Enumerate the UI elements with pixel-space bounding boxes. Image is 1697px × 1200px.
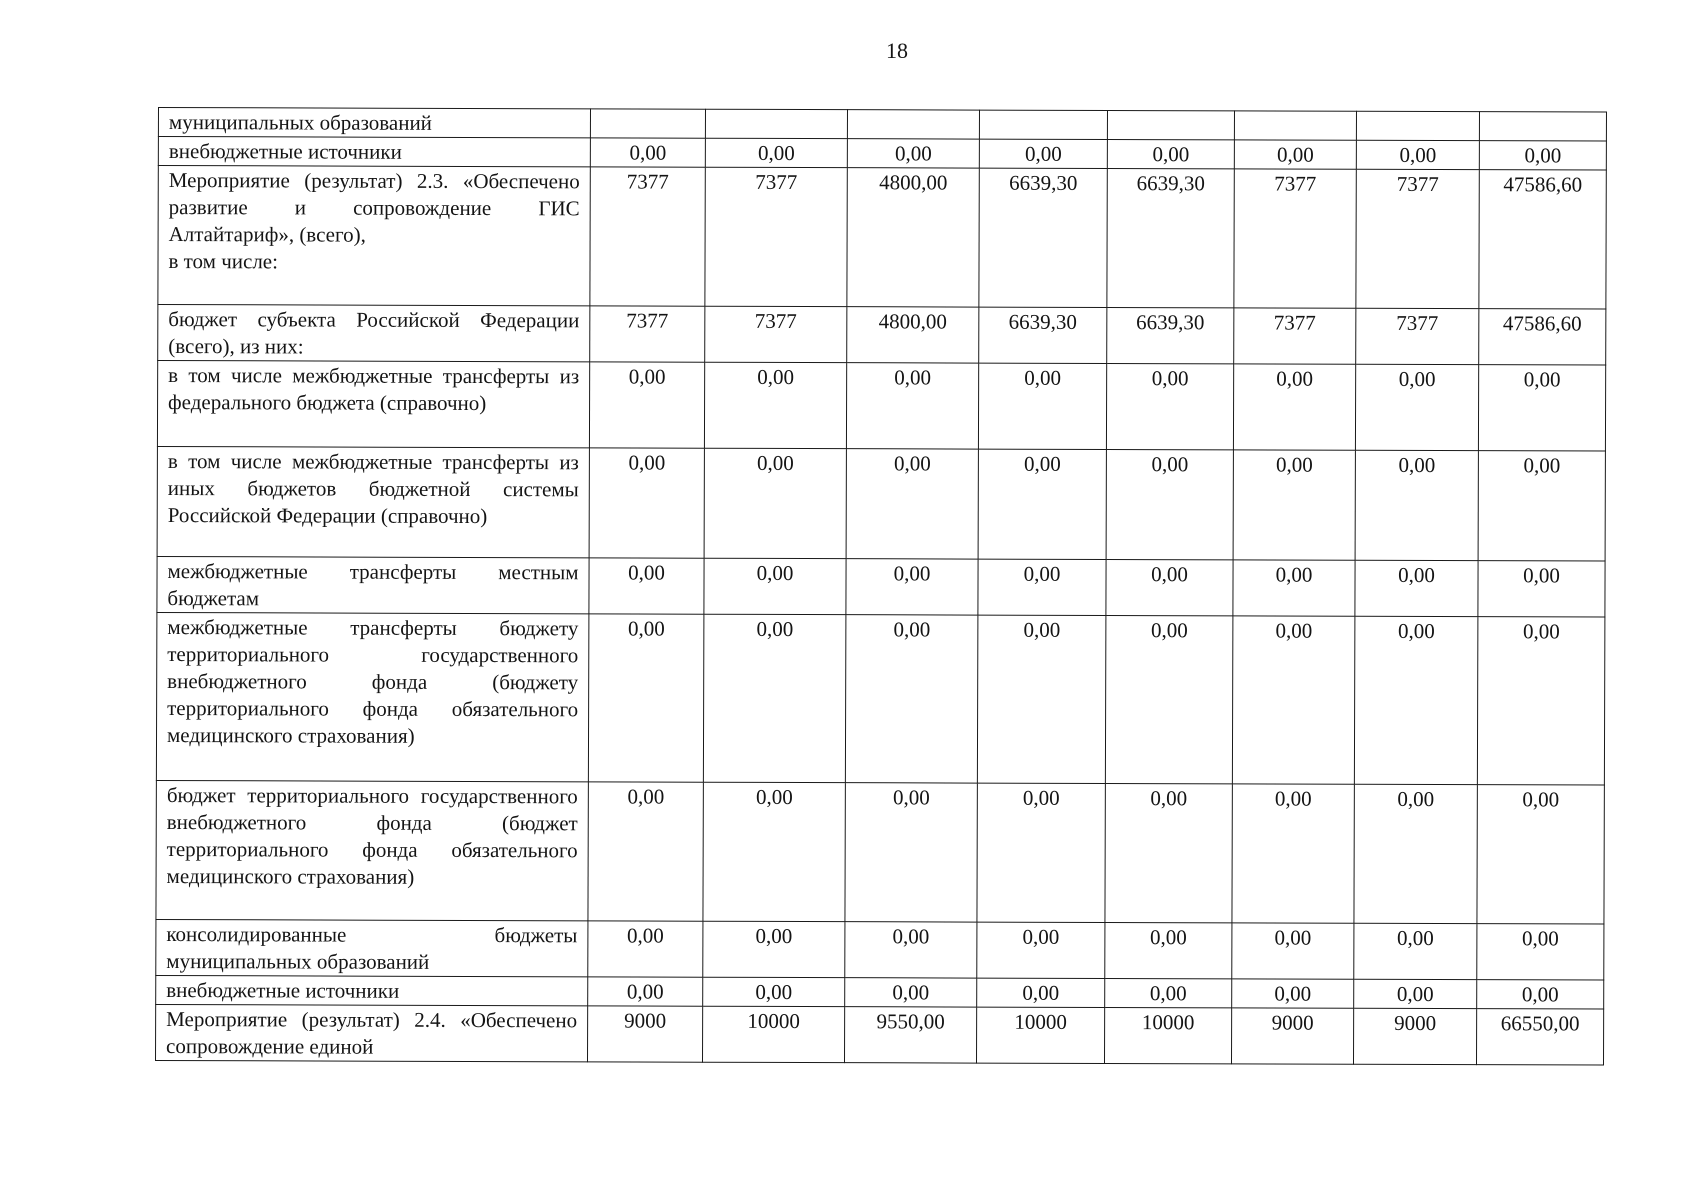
value-cell: 0,00	[1106, 559, 1233, 615]
value-cell	[705, 109, 847, 138]
value-cell: 0,00	[845, 615, 978, 783]
value-cell: 0,00	[589, 448, 704, 558]
row-label: в том числе межбюджетные трансферты из иных бюджетов бюджетной системы Российской Федерации (справочно)	[157, 446, 589, 557]
page-number: 18	[886, 38, 908, 63]
value-cell: 0,00	[1105, 615, 1233, 783]
value-cell	[590, 109, 705, 138]
value-cell: 0,00	[1478, 365, 1605, 451]
value-cell: 7377	[705, 167, 847, 306]
value-cell: 0,00	[1354, 784, 1477, 923]
value-cell: 0,00	[1233, 450, 1355, 560]
table-row	[158, 108, 1606, 142]
value-cell: 0,00	[1234, 140, 1356, 169]
value-cell: 0,00	[1105, 783, 1232, 922]
value-cell: 0,00	[1354, 979, 1477, 1008]
value-cell: 0,00	[704, 362, 846, 448]
value-cell	[979, 110, 1107, 139]
value-cell: 0,00	[1477, 785, 1604, 924]
row-label: в том числе межбюджетные трансферты из федерального бюджета (справочно)	[157, 361, 589, 448]
value-cell: 0,00	[845, 783, 977, 922]
value-cell: 4800,00	[847, 307, 979, 363]
value-cell: 0,00	[1477, 617, 1605, 785]
value-cell: 6639,30	[979, 168, 1107, 307]
value-cell: 0,00	[1354, 923, 1477, 979]
value-cell: 0,00	[703, 977, 845, 1006]
value-cell: 9550,00	[845, 1007, 977, 1063]
value-cell: 0,00	[979, 139, 1107, 168]
value-cell: 0,00	[1232, 616, 1355, 784]
value-cell: 0,00	[845, 978, 977, 1007]
table-row	[158, 137, 1606, 171]
value-cell: 0,00	[703, 921, 845, 977]
value-cell: 9000	[1353, 1008, 1476, 1064]
value-cell: 4800,00	[847, 168, 979, 307]
value-cell: 10000	[977, 1007, 1105, 1063]
value-cell: 0,00	[704, 558, 846, 614]
value-cell: 0,00	[1477, 980, 1604, 1009]
value-cell: 0,00	[1354, 616, 1478, 784]
table-row	[158, 305, 1606, 366]
value-cell	[847, 110, 979, 139]
value-cell: 0,00	[1478, 561, 1605, 617]
value-cell: 0,00	[1105, 922, 1232, 978]
value-cell: 6639,30	[1107, 307, 1234, 363]
value-cell: 0,00	[704, 448, 846, 558]
value-cell: 0,00	[1233, 560, 1355, 616]
value-cell: 0,00	[588, 977, 703, 1006]
value-cell: 0,00	[977, 783, 1105, 922]
value-cell: 47586,60	[1479, 309, 1606, 365]
value-cell: 0,00	[1355, 560, 1478, 616]
value-cell: 7377	[1234, 308, 1356, 364]
value-cell: 0,00	[977, 922, 1105, 978]
value-cell: 0,00	[1232, 923, 1354, 979]
row-label: внебюджетные источники	[158, 137, 590, 167]
value-cell: 0,00	[847, 139, 979, 168]
value-cell: 9000	[588, 1006, 703, 1062]
value-cell: 7377	[1356, 169, 1479, 308]
table-row	[158, 166, 1606, 310]
value-cell: 0,00	[1479, 141, 1606, 170]
value-cell: 0,00	[588, 614, 704, 782]
value-cell: 0,00	[977, 615, 1106, 783]
value-cell: 0,00	[1355, 364, 1478, 450]
table-row	[156, 975, 1604, 1009]
budget-table	[155, 107, 1607, 1066]
value-cell: 0,00	[846, 449, 978, 559]
value-cell: 0,00	[590, 138, 705, 167]
row-label: межбюджетные трансферты бюджету территориального государственного внебюджетного фонда (бюджету территориального фонда обязательного медицинского страхования)	[156, 612, 589, 781]
value-cell: 6639,30	[1107, 168, 1234, 307]
value-cell: 0,00	[703, 614, 846, 782]
table-row	[156, 919, 1604, 980]
value-cell: 0,00	[1107, 139, 1234, 168]
value-cell: 0,00	[588, 921, 703, 977]
value-cell: 10000	[1104, 1007, 1231, 1063]
value-cell: 0,00	[1106, 363, 1233, 449]
value-cell: 0,00	[977, 978, 1105, 1007]
row-label: консолидированные бюджеты муниципальных образований	[156, 919, 588, 976]
value-cell	[1479, 112, 1606, 141]
value-cell: 7377	[705, 306, 847, 362]
value-cell	[1356, 111, 1479, 140]
value-cell: 0,00	[705, 138, 847, 167]
value-cell: 0,00	[1356, 140, 1479, 169]
value-cell: 0,00	[978, 449, 1106, 559]
table-row	[157, 556, 1605, 617]
value-cell: 66550,00	[1476, 1009, 1603, 1065]
table-row	[157, 446, 1605, 561]
value-cell: 0,00	[845, 922, 977, 978]
row-label: бюджет субъекта Российской Федерации (всего), из них:	[158, 305, 590, 362]
value-cell: 0,00	[846, 363, 978, 449]
row-label: Мероприятие (результат) 2.4. «Обеспечено сопровождение единой	[156, 1004, 588, 1061]
value-cell	[1107, 110, 1234, 139]
value-cell: 0,00	[1355, 450, 1478, 560]
value-cell: 0,00	[1232, 979, 1354, 1008]
row-label: муниципальных образований	[158, 108, 590, 138]
value-cell: 10000	[703, 1006, 845, 1062]
table-row	[157, 361, 1605, 452]
table-row	[156, 780, 1604, 924]
value-cell: 0,00	[1232, 784, 1354, 923]
value-cell: 0,00	[1478, 451, 1605, 561]
table-row	[156, 1004, 1604, 1065]
value-cell: 7377	[1356, 308, 1479, 364]
value-cell: 0,00	[589, 362, 704, 448]
value-cell: 0,00	[703, 782, 845, 921]
row-label: бюджет территориального государственного внебюджетного фонда (бюджет территориального фонда обязательного медицинского страхования)	[156, 780, 588, 920]
value-cell: 0,00	[1105, 978, 1232, 1007]
value-cell: 6639,30	[979, 307, 1107, 363]
value-cell: 9000	[1231, 1008, 1353, 1064]
value-cell: 0,00	[978, 559, 1106, 615]
value-cell: 0,00	[846, 559, 978, 615]
value-cell: 0,00	[588, 782, 703, 921]
value-cell: 47586,60	[1479, 170, 1606, 309]
value-cell: 0,00	[978, 363, 1106, 449]
row-label: межбюджетные трансферты местным бюджетам	[157, 556, 589, 613]
row-label: Мероприятие (результат) 2.3. «Обеспечено развитие и сопровождение ГИС Алтайтариф», (всего), в том числе:	[158, 166, 590, 306]
table-row	[156, 612, 1605, 785]
value-cell: 0,00	[1477, 924, 1604, 980]
value-cell: 0,00	[589, 558, 704, 614]
value-cell: 7377	[1234, 169, 1356, 308]
value-cell: 0,00	[1106, 449, 1233, 559]
row-label: внебюджетные источники	[156, 975, 588, 1005]
value-cell: 7377	[590, 167, 705, 306]
value-cell: 0,00	[1233, 364, 1355, 450]
value-cell	[1234, 111, 1356, 140]
value-cell: 7377	[590, 306, 705, 362]
